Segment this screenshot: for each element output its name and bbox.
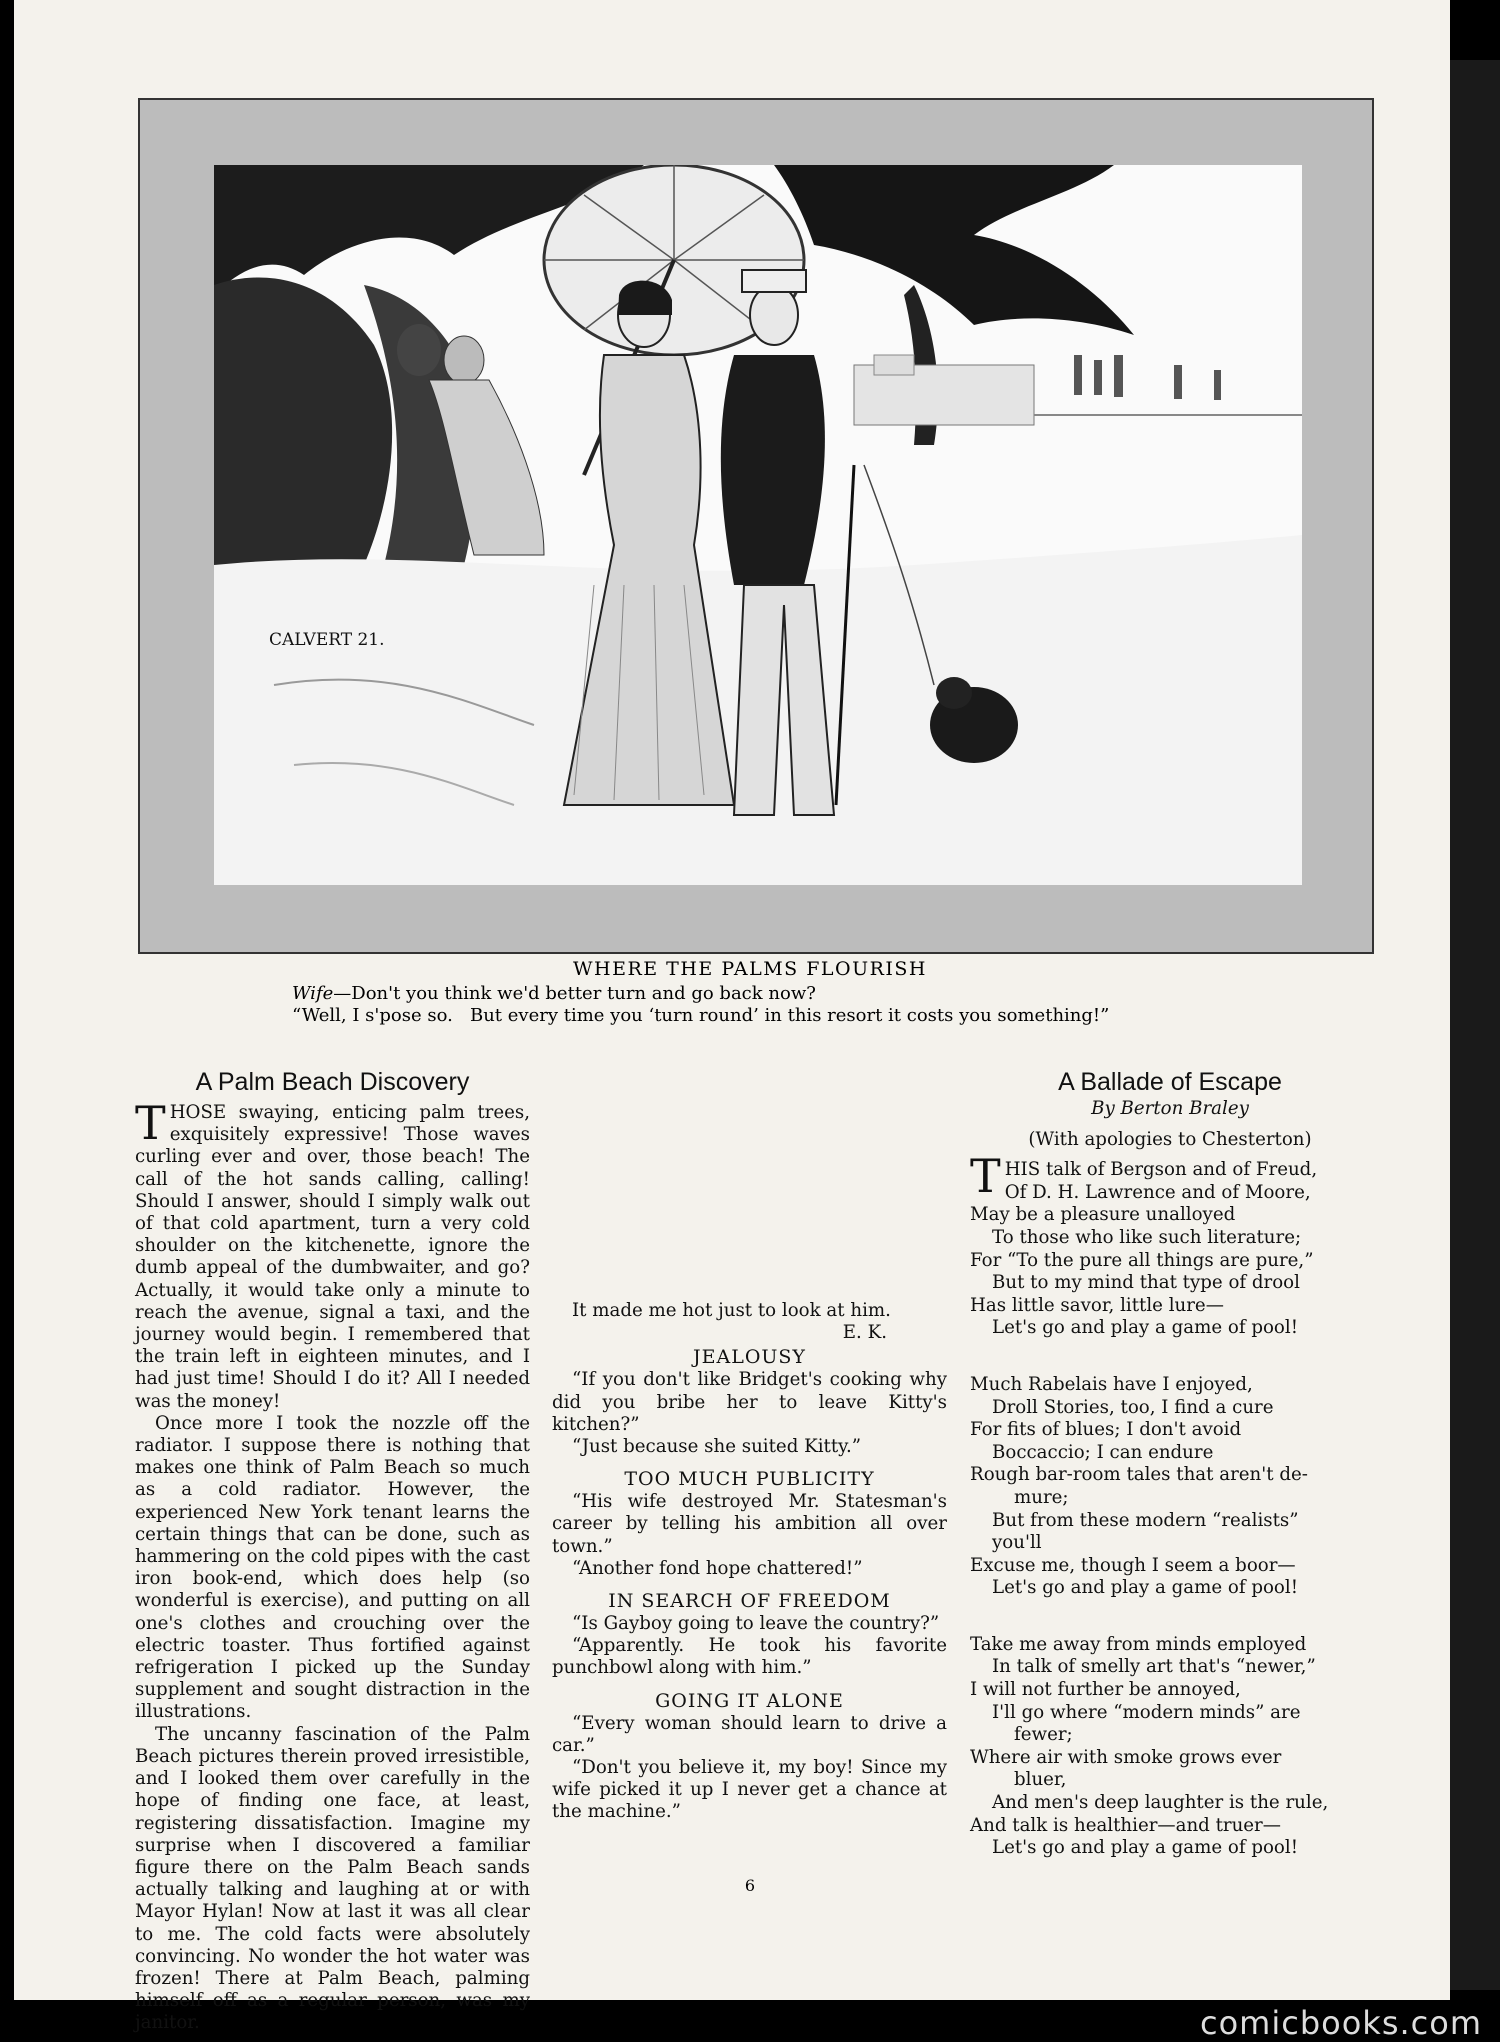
poem-line: you'll <box>992 1532 1042 1554</box>
joke-line: “Just because she suited Kitty.” <box>572 1436 862 1458</box>
artist-signature: CALVERT 21. <box>269 630 385 650</box>
poem-line: Of D. H. Lawrence and of Moore, <box>1004 1181 1311 1203</box>
poem-line: I'll go where “modern minds” are <box>992 1701 1301 1723</box>
poem-line: But from these modern “realists” <box>992 1509 1299 1531</box>
joke-line: “Is Gayboy going to leave the country?” <box>572 1613 940 1635</box>
poem-line: To those who like such literature; <box>992 1226 1302 1248</box>
article-paragraph-4: It made me hot just to look at him. <box>572 1300 891 1321</box>
joke-line: “Every woman should learn to drive a car.” <box>552 1712 947 1756</box>
beach-scene-drawing <box>214 165 1302 885</box>
joke-title: TOO MUCH PUBLICITY <box>624 1468 875 1491</box>
joke-line: “Don't you believe it, my boy! Since my wife picked it up I never get a chance at the machine.” <box>552 1757 947 1823</box>
caption-line-1 <box>292 983 816 1004</box>
joke-line: “His wife destroyed Mr. Statesman's career by telling his ambition all over town.” <box>552 1491 947 1557</box>
caption-line-2: “Well, I s'pose so. But every time you ‘turn round’ in this resort it costs you something!” <box>292 1005 1110 1026</box>
joke-going-alone <box>552 1690 947 1824</box>
illustration-caption-title: WHERE THE PALMS FLOURISH <box>572 958 927 980</box>
joke-title: IN SEARCH OF FREEDOM <box>608 1590 891 1613</box>
illustration-frame <box>138 98 1374 954</box>
poem-line: Has little savor, little lure— <box>970 1294 1224 1316</box>
poem-line: Droll Stories, too, I find a cure <box>992 1396 1274 1418</box>
poem-line: Excuse me, though I seem a boor— <box>970 1554 1296 1576</box>
poem-stanza-2 <box>970 1374 1370 1600</box>
poem-dropcap: T <box>970 1149 1001 1204</box>
poem-stanza-1 <box>970 1149 1370 1340</box>
poem-line: For fits of blues; I don't avoid <box>970 1419 1242 1441</box>
poem-line: Let's go and play a game of pool! <box>992 1577 1299 1599</box>
article-paragraph-2: Once more I took the nozzle off the radiator. I suppose there is nothing that makes one think of Palm Beach so much as a cold radiator. However, the experienced New York tenant learns the certain things that can be done, such as hammering on the cold pipes with the cast iron book-end, which does help (so wonderful is exercise), and putting on all one's clothes and crouching over the electric toaster. Thus fortified against refrigeration I picked up the Sunday supplement and sought distraction in the illustrations. <box>135 1412 530 1723</box>
joke-title: GOING IT ALONE <box>655 1689 844 1712</box>
joke-title: JEALOUSY <box>693 1346 806 1369</box>
poem-line: Let's go and play a game of pool! <box>992 1837 1299 1859</box>
poem-line: For “To the pure all things are pure,” <box>970 1249 1314 1271</box>
article-paragraph-1-text: HOSE swaying, enticing palm trees, exquisitely expressive! Those waves curling ever and over, those beach! The call of the hot sands calling, calling! Should I answer, should I simply walk out of that cold apartment, turn a very cold shoulder on the kitchenette, ignore the dumb appeal of the dumbwaiter, and go? Actually, it would take only a minute to reach the avenue, signal a taxi, and the journey would begin. I remembered that the train left in eighteen minutes, and I had just time! Should I do it? All I needed was the money! <box>135 1102 530 1412</box>
site-watermark: comicbooks.com <box>1199 2004 1482 2042</box>
article-paragraph-3-text: The uncanny fascination of the Palm Beach pictures therein proved irresistible, and I looked them over carefully in the hope of finding one face, at least, registering dissatisfaction. Imagine my surprise when I discovered a familiar figure there on the Palm Beach sands actually talking and laughing at or with Mayor Hylan! Now at last it was all clear to me. The cold facts were absolutely convincing. No wonder the hot water was frozen! There at Palm Beach, palming himself off as a regular person, was my janitor. <box>135 1723 530 2034</box>
joke-line: “Apparently. He took his favorite punchbowl along with him.” <box>552 1635 947 1679</box>
poem-line: Take me away from minds employed <box>970 1633 1307 1655</box>
article-title: A Palm Beach Discovery <box>195 1068 470 1096</box>
poem-line: But to my mind that type of drool <box>992 1272 1300 1294</box>
joke-line: “Another fond hope chattered!” <box>572 1557 863 1579</box>
caption-speaker: Wife <box>292 983 334 1004</box>
poem-line-text: HIS talk of Bergson and of Freud, <box>1004 1159 1318 1181</box>
poem-line: Much Rabelais have I enjoyed, <box>970 1373 1253 1395</box>
joke-line: “If you don't like Bridget's cooking why did you bribe her to leave Kitty's kitchen?” <box>552 1369 947 1435</box>
poem-note: (With apologies to Chesterton) <box>1028 1128 1312 1150</box>
page-binding <box>1450 60 1500 1990</box>
beach-illustration <box>214 165 1302 885</box>
poem-title: A Ballade of Escape <box>1058 1068 1282 1096</box>
poem-line: And men's deep laughter is the rule, <box>992 1792 1329 1814</box>
poem-line: Rough bar-room tales that aren't de- <box>970 1464 1308 1486</box>
poem-line: In talk of smelly art that's “newer,” <box>992 1656 1316 1678</box>
article-paragraph-1 <box>135 1096 530 1413</box>
article-signature: E. K. <box>842 1322 887 1344</box>
article-column-2 <box>552 1300 947 1824</box>
poem-column <box>970 1066 1370 1894</box>
poem-line: bluer, <box>1014 1769 1067 1791</box>
poem-line: mure; <box>1014 1486 1069 1508</box>
poem-line: May be a pleasure unalloyed <box>970 1204 1236 1226</box>
poem-line: fewer; <box>1014 1724 1073 1746</box>
joke-publicity <box>552 1468 947 1580</box>
poem-line: Let's go and play a game of pool! <box>992 1317 1299 1339</box>
poem-line: I will not further be annoyed, <box>970 1679 1241 1701</box>
poem-line: And talk is healthier—and truer— <box>970 1814 1281 1836</box>
joke-jealousy <box>552 1346 947 1458</box>
poem-line: Boccaccio; I can endure <box>992 1441 1214 1463</box>
joke-freedom <box>552 1590 947 1680</box>
page-number: 6 <box>744 1876 756 1895</box>
caption-line-1-text: —Don't you think we'd better turn and go back now? <box>333 983 816 1004</box>
poem-line: Where air with smoke grows ever <box>970 1746 1282 1768</box>
poem-stanza-3 <box>970 1634 1370 1860</box>
article-dropcap: T <box>135 1096 166 1150</box>
poem-byline: By Berton Braley <box>1091 1098 1249 1119</box>
